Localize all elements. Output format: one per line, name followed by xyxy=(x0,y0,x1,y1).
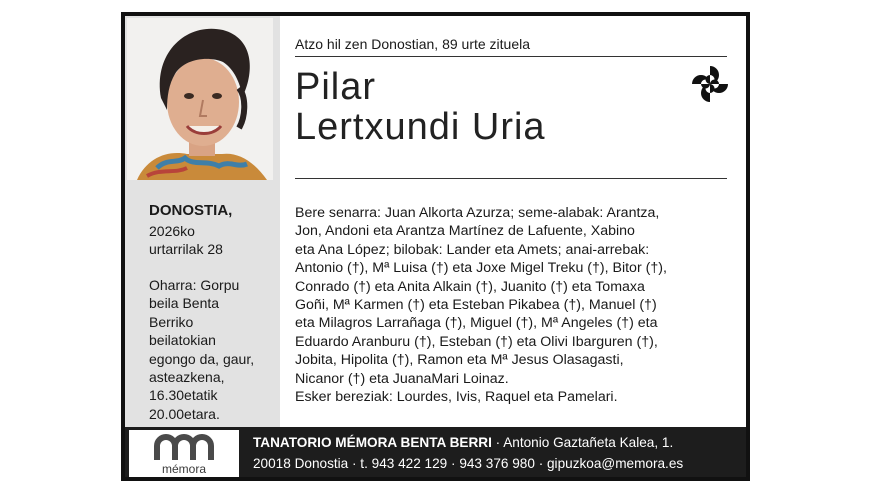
funeral-home-line1 xyxy=(253,435,673,450)
family-line: eta Ana López; bilobak: Lander eta Amets; anai-arrebak: xyxy=(295,241,650,258)
note-line: beila Benta xyxy=(149,295,220,312)
date-day: urtarrilak 28 xyxy=(149,241,223,257)
family-line: Jobita, Hipolita (†), Ramon eta Mª Jesus Olasagasti, xyxy=(295,352,624,369)
family-line: Nicanor (†) eta JuanaMari Loinaz. xyxy=(295,370,509,387)
wake-note xyxy=(149,276,267,423)
divider-top xyxy=(295,56,727,57)
funeral-home-footer xyxy=(125,427,746,481)
note-line: Oharra: Gorpu xyxy=(149,277,240,293)
family-line: Conrado (†) eta Anita Alkain (†), Juanito (†) eta Tomaxa xyxy=(295,278,645,295)
funeral-home-name: TANATORIO MÉMORA BENTA BERRI xyxy=(253,435,492,450)
family-line: Eduardo Aranburu (†), Esteban (†) eta Olivi Ibarguren (†), xyxy=(295,333,658,350)
deceased-first-name: Pilar xyxy=(295,66,377,108)
note-line: egongo da, gaur, xyxy=(149,350,255,367)
lauburu-icon xyxy=(690,64,730,104)
side-panel xyxy=(125,16,280,427)
logo-wordmark: mémora xyxy=(161,462,206,476)
date-year: 2026ko xyxy=(149,223,195,239)
divider-bottom xyxy=(295,178,727,179)
note-line: Berriko xyxy=(149,313,194,330)
family-line: Goñi, Mª Karmen (†) eta Esteban Pikabea (†), Manuel (†) xyxy=(295,297,657,314)
family-line: eta Milagros Larrañaga (†), Miguel (†), Mª Angeles (†) eta xyxy=(295,315,658,332)
note-line: 16.30etatik xyxy=(149,387,218,404)
note-line: 20.00etara. xyxy=(149,405,220,422)
family-line: Jon, Andoni eta Arantza Martínez de Lafuente, Xabino xyxy=(295,223,635,240)
deceased-surname: Lertxundi Uria xyxy=(295,106,546,148)
family-text xyxy=(295,204,740,406)
obituary-card xyxy=(121,12,750,481)
funeral-home-address: · Antonio Gaztañeta Kalea, 1. xyxy=(491,435,674,450)
memora-logo xyxy=(129,430,239,478)
note-line: beilatokian xyxy=(149,332,216,349)
family-line: Esker bereziak: Lourdes, Ivis, Raquel eta Pamelari. xyxy=(295,389,618,406)
family-line: Antonio (†), Mª Luisa (†) eta Joxe Migel Treku (†), Bitor (†), xyxy=(295,260,667,277)
family-line: Bere senarra: Juan Alkorta Azurza; seme-alabak: Arantza, xyxy=(295,205,660,221)
death-subtitle: Atzo hil zen Donostian, 89 urte zituela xyxy=(295,36,531,52)
note-line: asteazkena, xyxy=(149,369,225,386)
portrait-photo xyxy=(127,18,273,180)
funeral-home-contact: 20018 Donostia · t. 943 422 129 · 943 376 980 · gipuzkoa@memora.es xyxy=(253,456,684,471)
place-label: DONOSTIA, xyxy=(149,202,233,219)
